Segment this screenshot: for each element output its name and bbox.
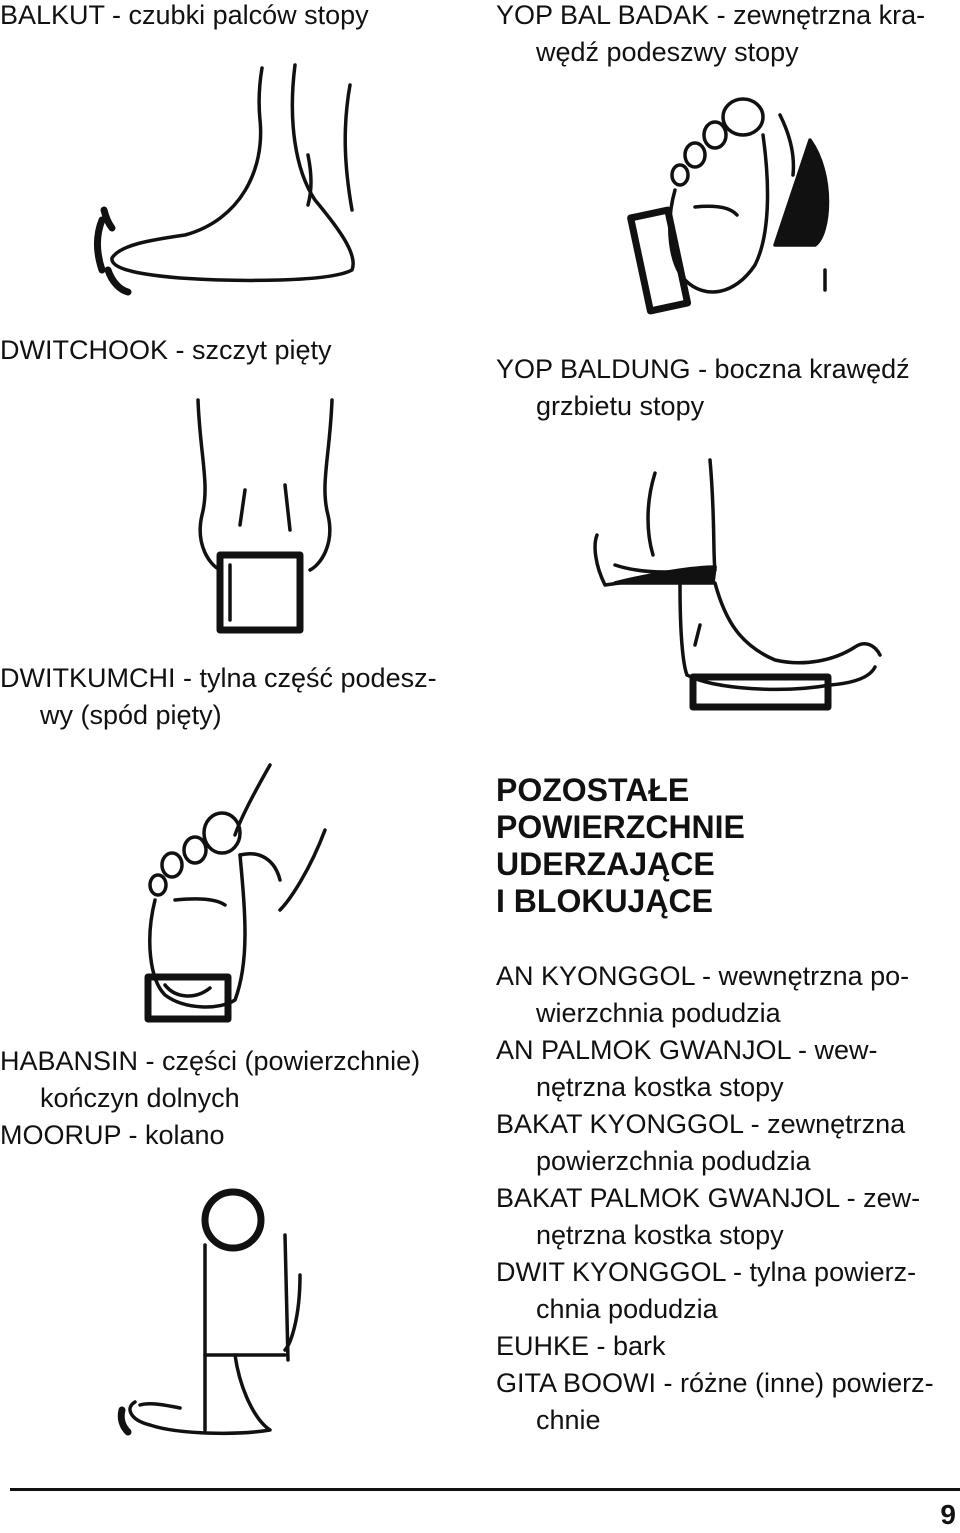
section-heading	[496, 772, 745, 920]
habansin-caption-line1: HABANSIN - części (powierzchnie)	[0, 1046, 421, 1076]
footer-divider	[10, 1488, 960, 1491]
moorup-caption: MOORUP - kolano	[0, 1120, 225, 1150]
list-item: BAKAT KYONGGOL - zewnętrzna powierzchnia podudzia	[496, 1109, 906, 1176]
balkut-caption: BALKUT - czubki palców stopy	[0, 0, 369, 30]
habansin-caption-line2: kończyn dolnych	[40, 1083, 240, 1113]
surface-list	[496, 958, 934, 1439]
yop-bal-badak-caption-line2: wędź podeszwy stopy	[536, 37, 799, 67]
yop-bal-badak-caption-line1: YOP BAL BADAK - zewnętrzna kra-	[496, 0, 926, 30]
list-item: DWIT KYONGGOL - tylna powierz- chnia podudzia	[496, 1257, 917, 1324]
toes-illustration	[90, 60, 360, 300]
list-item: BAKAT PALMOK GWANJOL - zew- nętrzna kostka stopy	[496, 1183, 921, 1250]
yop-baldung-caption-line2: grzbietu stopy	[536, 391, 705, 421]
foot-edge-illustration	[585, 455, 895, 715]
list-item: GITA BOOWI - różne (inne) powierz- chnie	[496, 1368, 934, 1435]
dwitkumchi-caption-line1: DWITKUMCHI - tylna część podesz-	[0, 663, 437, 693]
dwitchook-caption: DWITCHOOK - szczyt pięty	[0, 335, 332, 365]
knee-illustration	[110, 1180, 340, 1445]
heading-line-4: I BLOKUJĄCE	[496, 883, 713, 919]
heel-sole-illustration	[140, 760, 340, 1025]
list-item: AN KYONGGOL - wewnętrzna po- wierzchnia podudzia	[496, 961, 910, 1028]
heading-line-1: POZOSTAŁE	[496, 772, 690, 808]
dwitkumchi-caption-line2: wy (spód pięty)	[40, 700, 222, 730]
heading-line-3: UDERZAJĄCE	[496, 846, 715, 882]
list-item: EUHKE - bark	[496, 1331, 666, 1361]
yop-baldung-caption-line1: YOP BALDUNG - boczna krawędź	[496, 354, 910, 384]
heading-line-2: POWIERZCHNIE	[496, 809, 745, 845]
heel-top-illustration	[190, 395, 340, 640]
list-item: AN PALMOK GWANJOL - wew- nętrzna kostka stopy	[496, 1035, 878, 1102]
sole-edge-illustration	[625, 95, 835, 330]
page-number: 9	[940, 1499, 956, 1530]
